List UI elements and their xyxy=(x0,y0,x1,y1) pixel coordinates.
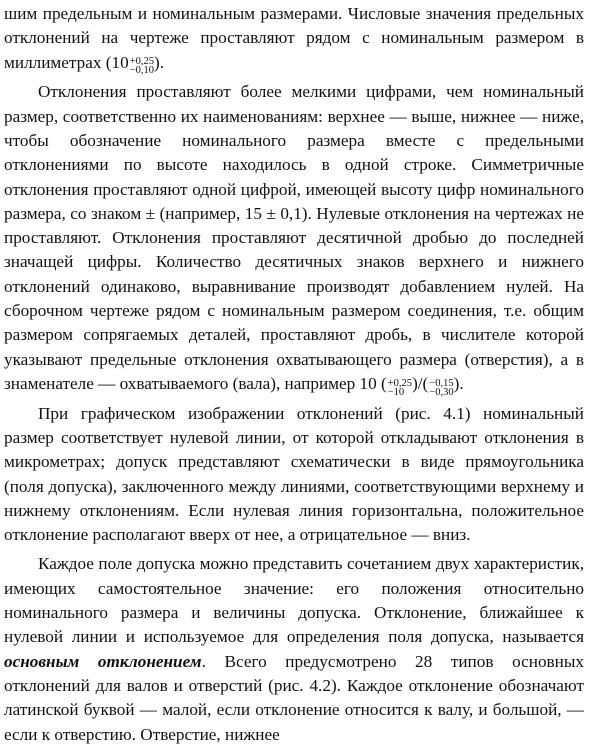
paragraph-1 xyxy=(4,2,584,75)
paragraph-2-tail: ). xyxy=(453,373,464,393)
hole-lower-deviation: −10 xyxy=(387,386,405,398)
paragraph-3: При графическом изображении отклонений (рис. 4.1) номинальный размер соответствует нулевой линии, от которой откладывают отклонения в микрометрах; допуск представляют схематически в виде прямоугольника (поля допуска), заключенного между линиями, соответствующими верхнему и нижнему отклонениям. Если нулевая линия горизонтальна, положительное отклонение располагают вверх от нее, а отрицательное — вниз. xyxy=(4,403,584,545)
key-term: основным отклонением xyxy=(4,651,202,671)
paragraph-4-text-before: Каждое поле допуска можно представить сочетанием двух характеристик, имеющих самостоятельное значение: его положения относительно номинального размера и величины допуска. Отклонение, ближайшее к нулевой линии и используемое для определения поля допуска, называется xyxy=(4,554,584,647)
paragraph-4-text-after: . Всего предусмотрено 28 типов основных отклонений для валов и отверстий (рис. 4.2). Каждое отклонение обозначают латинской буквой — малой, если отклонение относится к валу, и большой, — если к отверстию. Отверстие, нижнее xyxy=(4,651,584,744)
deviation-fraction xyxy=(130,57,154,75)
upper-deviation: +0,25 xyxy=(129,56,154,68)
paragraph-4 xyxy=(4,552,584,746)
paragraph-2-text: Отклонения проставляют более мелкими цифрами, чем номинальный размер, соответственно их наименованиям: верхнее — выше, нижнее — ниже, чтобы обозначение номинального размера вместе с предельными отклонениями по высоте находилось в одной строке. Симметричные отклонения проставляют одной цифрой, имеющей высоту цифр номинального размера, со знаком ± (например, 15 ± 0,1). Нулевые отклонения на чертежах не проставляют. Отклонения проставляют десятичной дробью до последней значащей цифры. Количество десятичных знаков верхнего и нижнего отклонений одинаково, выравнивание производят добавлением нулей. На сборочном чертеже рядом с номинальным размером соединения, т.е. общим размером сопрягаемых деталей, проставляют дробь, в числителе которой указывают предельные отклонения охватывающего размера (отверстия), а в знаменателе — охватываемого (вала), например 10 ( xyxy=(4,82,584,393)
shaft-deviation-fraction xyxy=(429,379,453,397)
lower-deviation: −0,10 xyxy=(129,65,154,77)
shaft-upper-deviation: −0,15 xyxy=(429,377,454,389)
hole-deviation-fraction xyxy=(388,379,412,397)
fraction-separator: )/( xyxy=(412,373,429,393)
paragraph-1-tail: ). xyxy=(153,52,165,72)
hole-upper-deviation: +0,25 xyxy=(387,377,413,389)
paragraph-1-text: шим предельным и номинальным размерами. Числовые значения предельных отклонений на чертеже проставляют рядом с номинальным размером в миллиметрах (10 xyxy=(4,4,584,72)
paragraph-2 xyxy=(4,80,584,396)
shaft-lower-deviation: −0,30 xyxy=(429,386,454,398)
